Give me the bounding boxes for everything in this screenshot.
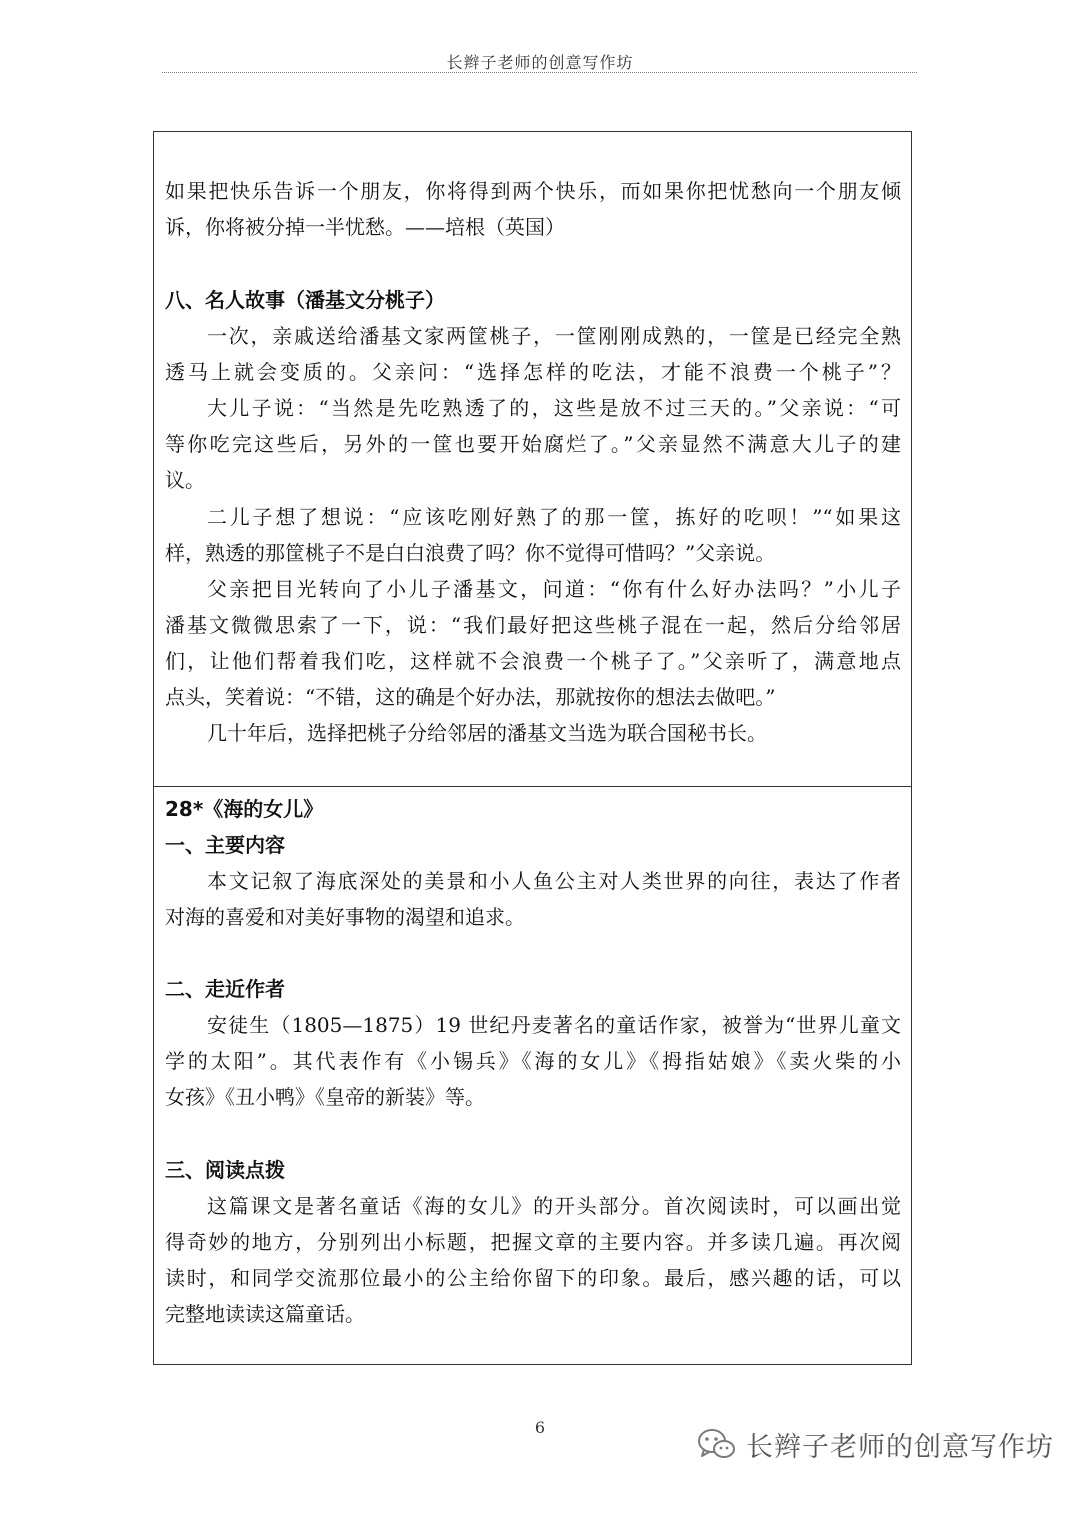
section-line: 完整地读读这篇童话。 (165, 1302, 365, 1326)
section-line: 安徒生（1805—1875）19 世纪丹麦著名的童话作家，被誉为“世界儿童文 (207, 1013, 901, 1037)
section-line: 对海的喜爱和对美好事物的渴望和追求。 (165, 905, 525, 929)
story-line: 点头，笑着说：“不错，这的确是个好办法，那就按你的想法去做吧。” (165, 685, 776, 709)
story-line: 议。 (165, 468, 205, 492)
story-line: 二儿子想了想说：“应该吃刚好熟了的那一筐，拣好的吃呗！”“如果这 (207, 505, 901, 529)
story-line: 们，让他们帮着我们吃，这样就不会浪费一个桃子了。”父亲听了，满意地点 (165, 649, 901, 673)
section-line: 这篇课文是著名童话《海的女儿》的开头部分。首次阅读时，可以画出觉 (207, 1194, 901, 1218)
lesson-title: 28*《海的女儿》 (165, 797, 324, 821)
section-heading: 三、阅读点拨 (165, 1158, 285, 1182)
story-line: 一次，亲戚送给潘基文家两筐桃子，一筐刚刚成熟的，一筐是已经完全熟 (207, 324, 901, 348)
story-line: 几十年后，选择把桃子分给邻居的潘基文当选为联合国秘书长。 (207, 721, 767, 745)
section-heading: 一、主要内容 (165, 833, 285, 857)
section-line: 本文记叙了海底深处的美景和小人鱼公主对人类世界的向往，表达了作者 (207, 869, 901, 893)
content-table (153, 131, 912, 1365)
page-header-title: 长辫子老师的创意写作坊 (446, 53, 634, 72)
wechat-icon (696, 1427, 736, 1461)
section-line: 学的太阳”。其代表作有《小锡兵》《海的女儿》《拇指姑娘》《卖火柴的小 (165, 1049, 901, 1073)
story-line: 大儿子说：“当然是先吃熟透了的，这些是放不过三天的。”父亲说：“可 (207, 396, 901, 420)
story-line: 样，熟透的那筐桃子不是白白浪费了吗？你不觉得可惜吗？”父亲说。 (165, 541, 776, 565)
header-divider (162, 72, 917, 73)
story-line: 透马上就会变质的。父亲问：“选择怎样的吃法，才能不浪费一个桃子”？ (165, 360, 901, 384)
section-heading: 二、走近作者 (165, 977, 285, 1001)
quote-line: 如果把快乐告诉一个朋友，你将得到两个快乐，而如果你把忧愁向一个朋友倾 (165, 179, 901, 203)
section-line: 读时，和同学交流那位最小的公主给你留下的印象。最后，感兴趣的话，可以 (165, 1266, 901, 1290)
watermark-text: 长辫子老师的创意写作坊 (746, 1431, 1054, 1463)
quote-line: 诉，你将被分掉一半忧愁。——培根（英国） (165, 215, 565, 239)
row-divider (154, 786, 911, 787)
story-line: 潘基文微微思索了一下，说：“我们最好把这些桃子混在一起，然后分给邻居 (165, 613, 901, 637)
section-line: 女孩》《丑小鸭》《皇帝的新装》等。 (165, 1085, 485, 1109)
page-number: 6 (534, 1418, 546, 1437)
watermark (696, 1419, 1054, 1469)
section-line: 得奇妙的地方，分别列出小标题，把握文章的主要内容。并多读几遍。再次阅 (165, 1230, 901, 1254)
story-line: 等你吃完这些后，另外的一筐也要开始腐烂了。”父亲显然不满意大儿子的建 (165, 432, 901, 456)
story-line: 父亲把目光转向了小儿子潘基文，问道：“你有什么好办法吗？”小儿子 (207, 577, 901, 601)
story-heading: 八、名人故事（潘基文分桃子） (165, 288, 445, 312)
